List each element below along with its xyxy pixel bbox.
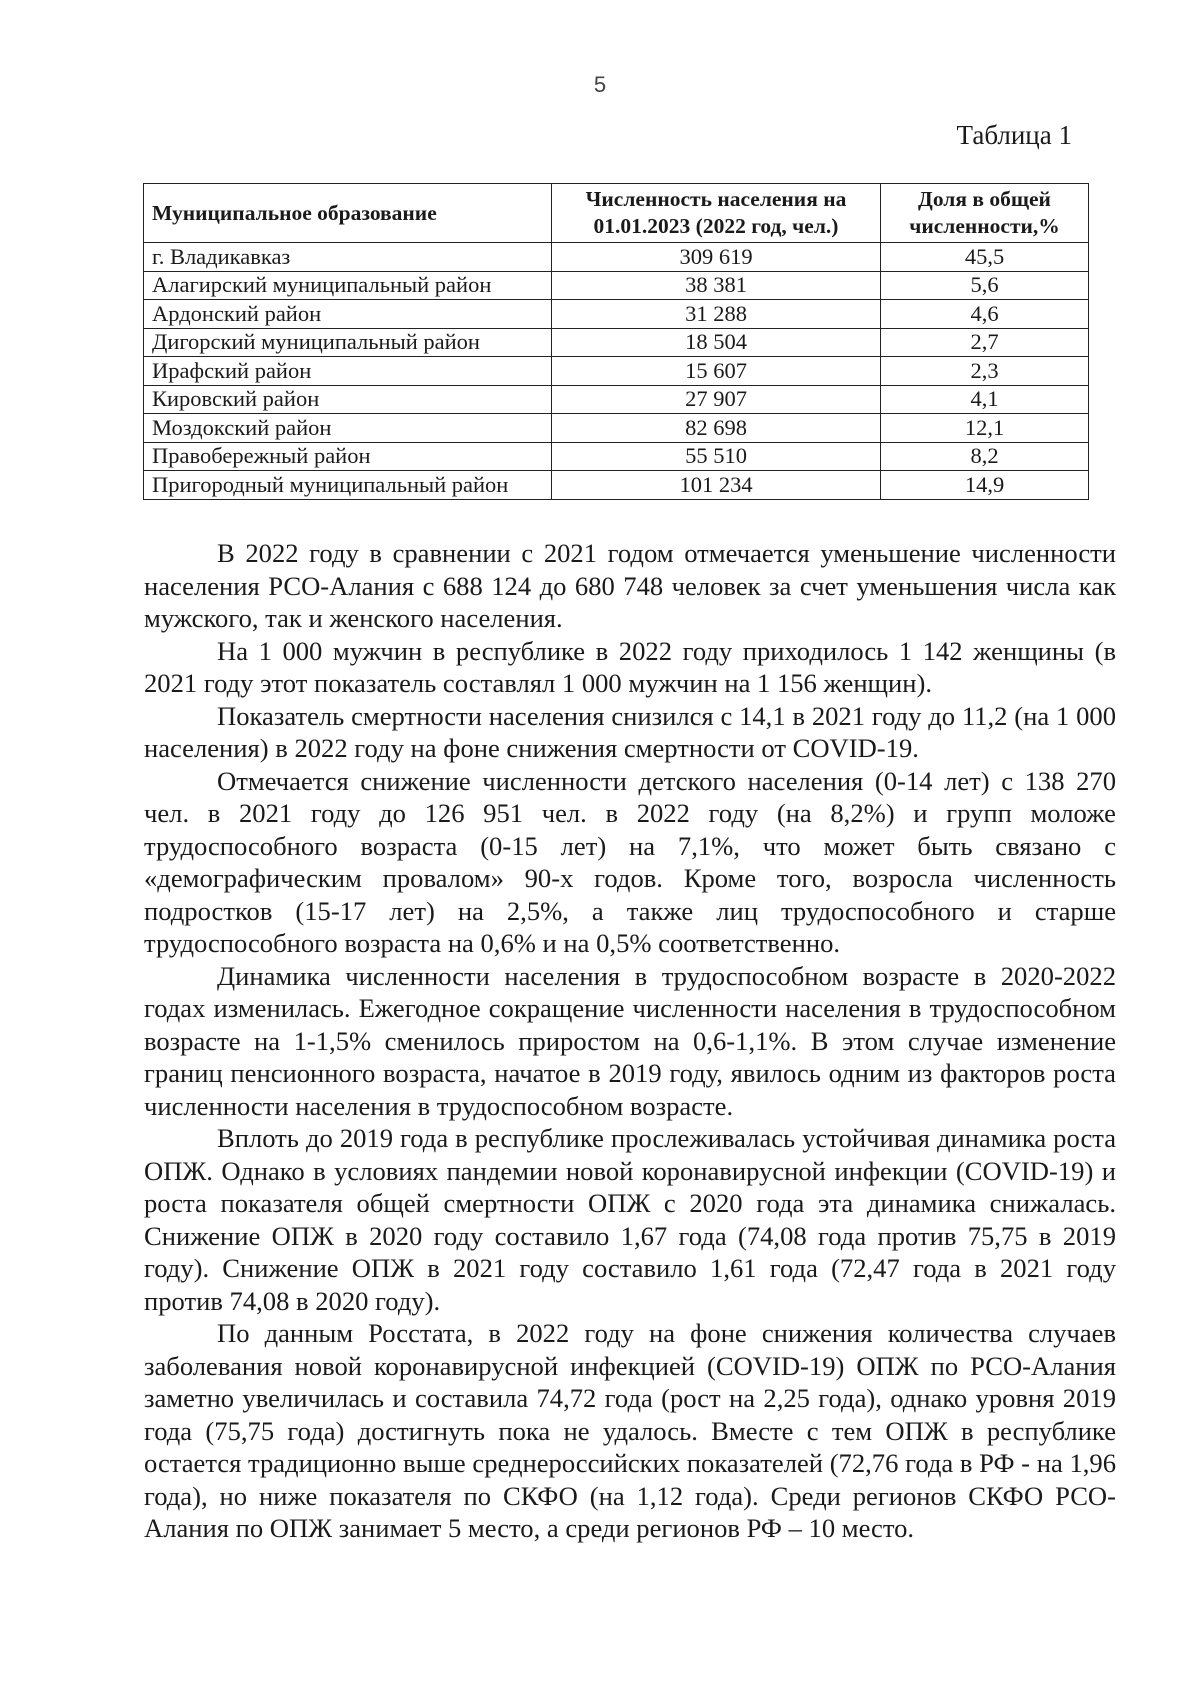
cell-municipality: г. Владикавказ — [144, 243, 552, 272]
cell-share: 5,6 — [881, 271, 1089, 300]
body-text — [144, 537, 1116, 1545]
cell-municipality: Правобережный район — [144, 442, 552, 471]
table-row — [144, 328, 1089, 357]
cell-population: 15 607 — [552, 357, 881, 386]
cell-municipality: Моздокский район — [144, 414, 552, 443]
header-population: Численность населения на 01.01.2023 (2022 год, чел.) — [552, 184, 881, 243]
paragraph-mortality: Показатель смертности населения снизился с 14,1 в 2021 году до 11,2 (на 1 000 населения) в 2022 году на фоне снижения смертности от COVID-19. — [144, 700, 1116, 763]
cell-population: 31 288 — [552, 300, 881, 329]
table-row — [144, 243, 1089, 272]
table-row — [144, 385, 1089, 414]
cell-municipality: Ирафский район — [144, 357, 552, 386]
header-municipality: Муниципальное образование — [144, 184, 552, 243]
paragraph-life-expectancy-trend: Вплоть до 2019 года в республике прослеживалась устойчивая динамика роста ОПЖ. Однако в условиях пандемии новой коронавирусной инфекции (COVID-19) и роста показателя общей смертности ОПЖ с 2020 года эта динамика снижалась. Снижение ОПЖ в 2020 году составило 1,67 года (74,08 года против 75,75 в 2019 году). Снижение ОПЖ в 2021 году составило 1,61 года (72,47 года в 2021 году против 74,08 в 2020 году). — [144, 1123, 1116, 1316]
cell-population: 309 619 — [552, 243, 881, 272]
paragraph-life-expectancy-2022: По данным Росстата, в 2022 году на фоне снижения количества случаев заболевания новой коронавирусной инфекцией (COVID-19) ОПЖ по РСО-Алания заметно увеличилась и составила 74,72 года (рост на 2,25 года), однако уровня 2019 года (75,75 года) достигнуть пока не удалось. Вместе с тем ОПЖ в республике остается традиционно выше среднероссийских показателей (72,76 года в РФ - на 1,96 года), но ниже показателя по СКФО (на 1,12 года). Среди регионов СКФО РСО-Алания по ОПЖ занимает 5 место, а среди регионов РФ – 10 место. — [144, 1318, 1116, 1543]
header-share: Доля в общей численности,% — [881, 184, 1089, 243]
population-table — [143, 183, 1089, 500]
cell-municipality: Кировский район — [144, 385, 552, 414]
cell-share: 2,3 — [881, 357, 1089, 386]
page-number: 5 — [593, 72, 607, 97]
cell-municipality: Пригородный муниципальный район — [144, 471, 552, 500]
cell-municipality: Ардонский район — [144, 300, 552, 329]
cell-share: 8,2 — [881, 442, 1089, 471]
cell-share: 12,1 — [881, 414, 1089, 443]
cell-municipality: Алагирский муниципальный район — [144, 271, 552, 300]
paragraph-child-population: Отмечается снижение численности детского населения (0-14 лет) с 138 270 чел. в 2021 году до 126 951 чел. в 2022 году (на 8,2%) и групп моложе трудоспособного возраста (0-15 лет) на 7,1%, что может быть связано с «демографическим провалом» 90-х годов. Кроме того, возросла численность подростков (15-17 лет) на 2,5%, а также лиц трудоспособного и старше трудоспособного возраста на 0,6% и на 0,5% соответственно. — [144, 765, 1116, 958]
cell-population: 27 907 — [552, 385, 881, 414]
table-row — [144, 471, 1089, 500]
cell-share: 4,6 — [881, 300, 1089, 329]
table-row — [144, 271, 1089, 300]
paragraph-gender-ratio: На 1 000 мужчин в республике в 2022 году приходилось 1 142 женщины (в 2021 году этот показатель составлял 1 000 мужчин на 1 156 женщин). — [144, 635, 1116, 698]
table-row — [144, 442, 1089, 471]
cell-population: 18 504 — [552, 328, 881, 357]
cell-share: 14,9 — [881, 471, 1089, 500]
paragraph-population-decline: В 2022 году в сравнении с 2021 годом отмечается уменьшение численности населения РСО-Алания с 688 124 до 680 748 человек за счет уменьшения числа как мужского, так и женского населения. — [144, 538, 1116, 633]
table-row — [144, 357, 1089, 386]
cell-population: 55 510 — [552, 442, 881, 471]
table-header-row — [144, 184, 1089, 243]
cell-share: 45,5 — [881, 243, 1089, 272]
cell-share: 4,1 — [881, 385, 1089, 414]
table-row — [144, 414, 1089, 443]
table-row — [144, 300, 1089, 329]
cell-population: 101 234 — [552, 471, 881, 500]
paragraph-working-age: Динамика численности населения в трудоспособном возрасте в 2020-2022 годах изменилась. Ежегодное сокращение численности населения в трудоспособном возрасте на 1-1,5% сменилось приростом на 0,6-1,1%. В этом случае изменение границ пенсионного возраста, начатое в 2019 году, явилось одним из факторов роста численности населения в трудоспособном возрасте. — [144, 960, 1116, 1121]
cell-municipality: Дигорский муниципальный район — [144, 328, 552, 357]
cell-share: 2,7 — [881, 328, 1089, 357]
table-caption: Таблица 1 — [956, 120, 1072, 150]
cell-population: 82 698 — [552, 414, 881, 443]
cell-population: 38 381 — [552, 271, 881, 300]
